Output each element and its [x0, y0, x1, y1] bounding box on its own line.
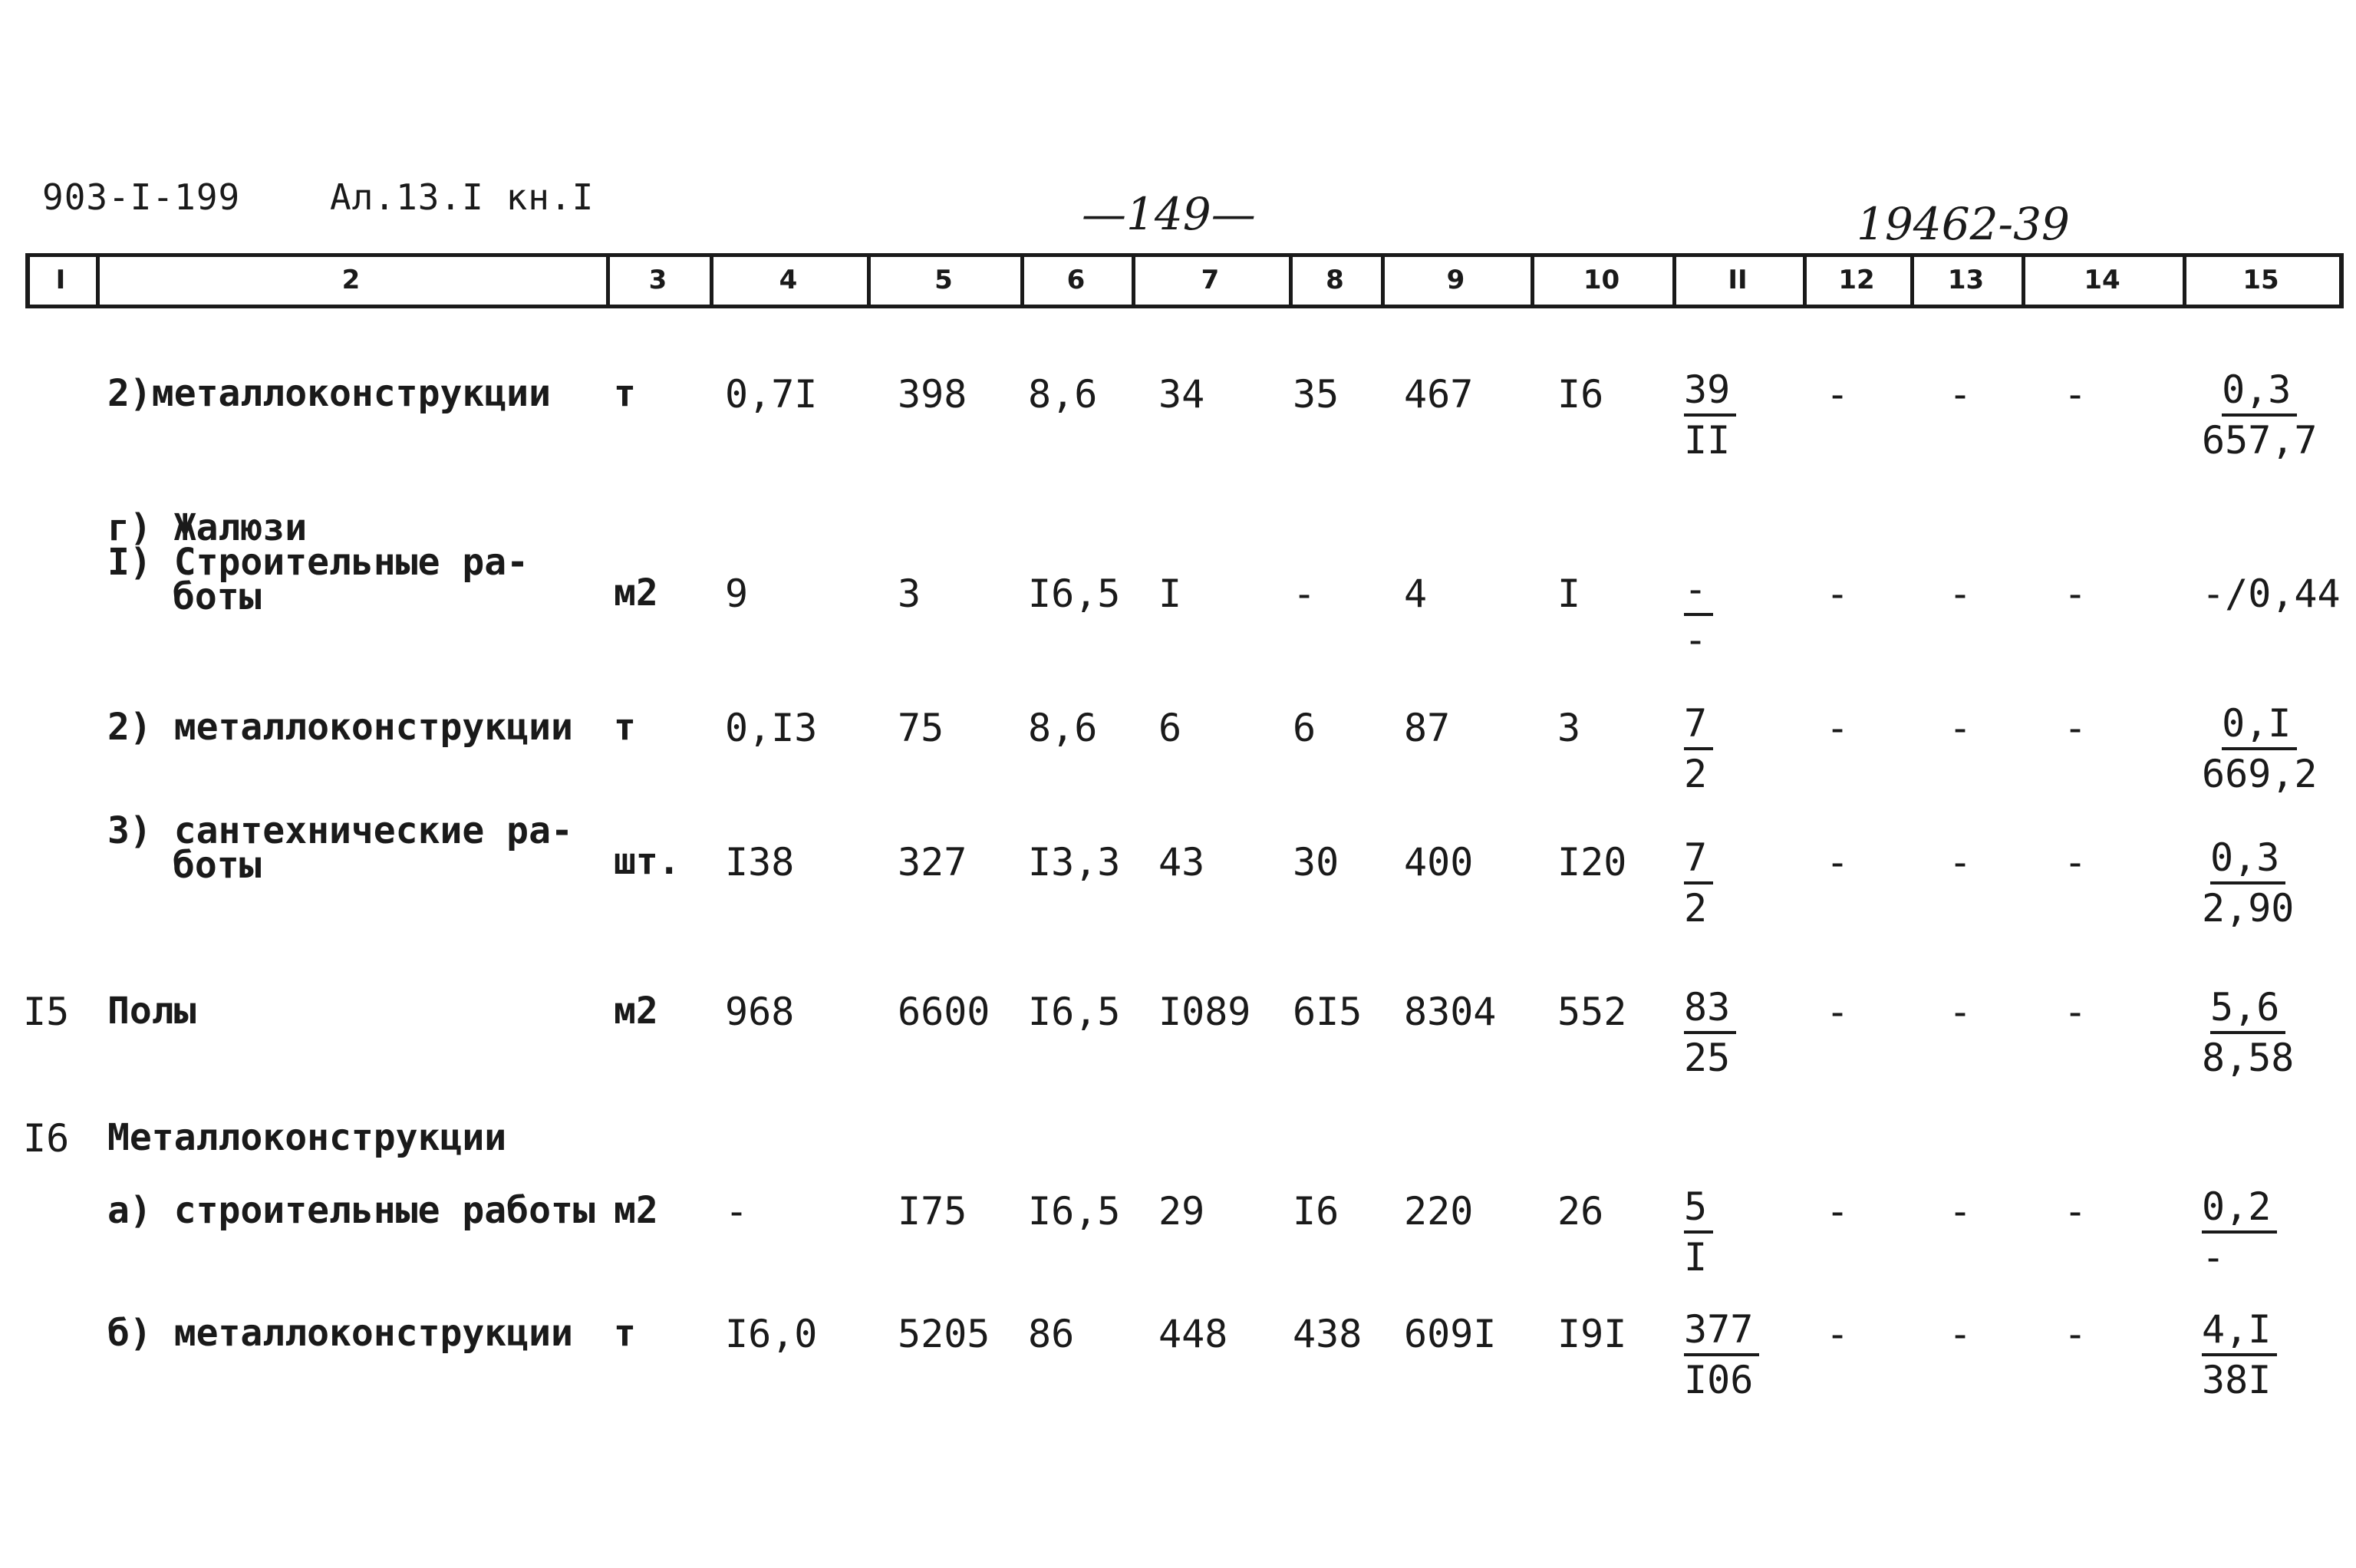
cell-col-6: 86	[1028, 1312, 1075, 1356]
cell-col-15	[2202, 700, 2318, 798]
cell-col-15-numerator: 0,2	[2202, 1183, 2277, 1234]
cell-col-12: -	[1826, 840, 1850, 884]
cell-col-15-denominator: 669,2	[2202, 752, 2318, 796]
column-number: 14	[2084, 265, 2120, 295]
cell-col-6: I6,5	[1028, 990, 1121, 1034]
column-number: I	[55, 265, 66, 295]
cell-col-10: I20	[1557, 840, 1627, 884]
cell-col-5: 75	[898, 706, 944, 750]
cell-col-5: 327	[898, 840, 967, 884]
column-divider	[1020, 253, 1024, 305]
cell-col-5: 3	[898, 572, 921, 616]
cell-col-12: -	[1826, 372, 1850, 417]
cell-col-6: 8,6	[1028, 706, 1098, 750]
cell-col-13: -	[1949, 572, 1972, 616]
column-divider	[867, 253, 871, 305]
cell-col-11-numerator: 83	[1684, 983, 1736, 1034]
row-name-cont: боты	[173, 575, 262, 618]
cell-col-10: 552	[1557, 990, 1627, 1034]
cell-col-10: I9I	[1557, 1312, 1627, 1356]
cell-col-14: -	[2064, 840, 2087, 884]
cell-col-9: 87	[1404, 706, 1451, 750]
cell-col-14: -	[2064, 990, 2087, 1034]
cell-col-11	[1684, 1306, 1759, 1404]
cell-col-7: 43	[1158, 840, 1205, 884]
cell-col-11-denominator: 25	[1684, 1036, 1731, 1080]
cell-col-4: 9	[725, 572, 749, 616]
column-number: II	[1728, 265, 1748, 295]
row-name: Металлоконструкции	[107, 1116, 507, 1159]
cell-col-10: 3	[1557, 706, 1581, 750]
row-number: I5	[23, 990, 70, 1034]
cell-col-11-numerator: 377	[1684, 1306, 1759, 1356]
column-number: 8	[1326, 265, 1344, 295]
row-name: Полы	[107, 990, 196, 1033]
row-name: 2) металлоконструкции	[107, 706, 573, 749]
cell-col-11	[1684, 366, 1736, 464]
cell-col-4: 968	[725, 990, 795, 1034]
column-number: 5	[934, 265, 953, 295]
cell-col-11-numerator: -	[1684, 565, 1713, 616]
cell-col-4: 0,7I	[725, 372, 818, 417]
column-number: 13	[1947, 265, 1985, 295]
cell-col-15-denominator: 2,90	[2202, 886, 2295, 931]
cell-col-7: 448	[1158, 1312, 1228, 1356]
cell-col-9: 609I	[1404, 1312, 1497, 1356]
row-unit: т	[614, 372, 636, 415]
cell-col-8: -	[1293, 572, 1316, 616]
cell-col-8: 438	[1293, 1312, 1363, 1356]
cell-col-7: I089	[1158, 990, 1251, 1034]
cell-col-12: -	[1826, 1189, 1850, 1234]
cell-col-11-denominator: -	[1684, 618, 1708, 662]
cell-col-6: I3,3	[1028, 840, 1121, 884]
row-unit: шт.	[614, 840, 680, 883]
cell-col-7: 29	[1158, 1189, 1205, 1234]
cell-col-15-denominator: 657,7	[2202, 418, 2318, 463]
cell-col-8: 6I5	[1293, 990, 1363, 1034]
cell-col-12: -	[1826, 572, 1850, 616]
cell-col-11	[1684, 565, 1713, 664]
column-number: 10	[1583, 265, 1620, 295]
column-divider	[1531, 253, 1534, 305]
cell-col-8: 35	[1293, 372, 1339, 417]
cell-col-6: I6,5	[1028, 1189, 1121, 1234]
cell-col-11	[1684, 834, 1713, 932]
cell-col-13: -	[1949, 706, 1972, 750]
cell-col-4: 0,I3	[725, 706, 818, 750]
cell-col-7: 6	[1158, 706, 1182, 750]
row-unit: м2	[614, 572, 658, 614]
cell-col-11-numerator: 39	[1684, 366, 1736, 417]
cell-col-13: -	[1949, 840, 1972, 884]
cell-col-11-denominator: II	[1684, 418, 1731, 463]
cell-col-4: I6,0	[725, 1312, 818, 1356]
page-number: —149—	[1082, 188, 1256, 240]
cell-col-11	[1684, 700, 1713, 798]
cell-col-15	[2202, 983, 2294, 1082]
column-divider	[1132, 253, 1135, 305]
cell-col-13: -	[1949, 990, 1972, 1034]
cell-col-11-numerator: 5	[1684, 1183, 1713, 1234]
row-name: б) металлоконструкции	[107, 1312, 573, 1355]
cell-col-11	[1684, 983, 1736, 1082]
cell-col-9: 220	[1404, 1189, 1474, 1234]
cell-col-14: -	[2064, 1312, 2087, 1356]
cell-col-8: 6	[1293, 706, 1316, 750]
cell-col-12: -	[1826, 990, 1850, 1034]
column-divider	[1803, 253, 1807, 305]
row-number: I6	[23, 1116, 70, 1161]
column-divider	[606, 253, 610, 305]
album-reference: Ал.13.I кн.I	[330, 176, 595, 218]
row-unit: м2	[614, 990, 658, 1033]
cell-col-9: 8304	[1404, 990, 1497, 1034]
cell-col-15-numerator: 0,3	[2222, 366, 2297, 417]
cell-col-11-denominator: 2	[1684, 886, 1708, 931]
cell-col-15	[2202, 1183, 2277, 1281]
cell-col-11-denominator: 2	[1684, 752, 1708, 796]
cell-col-7: 34	[1158, 372, 1205, 417]
column-number: 2	[341, 265, 361, 295]
cell-col-11-numerator: 7	[1684, 834, 1713, 884]
cell-col-15-numerator: 4,I	[2202, 1306, 2277, 1356]
cell-col-6: 8,6	[1028, 372, 1098, 417]
cell-col-14: -	[2064, 1189, 2087, 1234]
column-divider	[2183, 253, 2186, 305]
cell-col-12: -	[1826, 1312, 1850, 1356]
cell-col-15-denominator: 8,58	[2202, 1036, 2295, 1080]
cell-col-15-denominator: 38I	[2202, 1358, 2272, 1402]
column-number: 4	[779, 265, 798, 295]
column-divider	[1381, 253, 1385, 305]
cell-col-5: 398	[898, 372, 967, 417]
cell-col-5: 5205	[898, 1312, 990, 1356]
row-name: г) Жалюзи	[107, 506, 308, 549]
row-name: 2)металлоконструкции	[107, 372, 551, 415]
column-number: 9	[1446, 265, 1465, 295]
cell-col-5: 6600	[898, 990, 990, 1034]
column-number: 3	[648, 265, 667, 295]
column-number: 7	[1201, 265, 1220, 295]
cell-col-4: I38	[725, 840, 795, 884]
row-unit: т	[614, 1312, 636, 1355]
column-number: 12	[1838, 265, 1875, 295]
cell-col-9: 467	[1404, 372, 1474, 417]
cell-col-14: -	[2064, 572, 2087, 616]
column-number: 6	[1066, 265, 1086, 295]
column-divider	[1289, 253, 1293, 305]
cell-col-15-numerator: 0,I	[2222, 700, 2297, 750]
cell-col-15	[2202, 834, 2294, 932]
cell-col-8: 30	[1293, 840, 1339, 884]
cell-col-15-numerator: 5,6	[2210, 983, 2285, 1034]
cell-col-9: 4	[1404, 572, 1428, 616]
document-code: 903-I-199	[42, 176, 241, 218]
cell-col-10: 26	[1557, 1189, 1604, 1234]
row-unit: м2	[614, 1189, 658, 1232]
cell-col-15	[2202, 366, 2318, 464]
cell-col-11-denominator: I	[1684, 1235, 1708, 1280]
cell-col-8: I6	[1293, 1189, 1339, 1234]
row-name: I) Строительные ра-	[107, 541, 529, 584]
cell-col-13: -	[1949, 372, 1972, 417]
cell-col-13: -	[1949, 1189, 1972, 1234]
cell-col-11-denominator: I06	[1684, 1358, 1754, 1402]
column-divider	[96, 253, 100, 305]
cell-col-10: I	[1557, 572, 1581, 616]
row-unit: т	[614, 706, 636, 749]
column-divider	[1910, 253, 1914, 305]
cell-col-6: I6,5	[1028, 572, 1121, 616]
cell-col-7: I	[1158, 572, 1182, 616]
column-divider	[710, 253, 713, 305]
cell-col-15	[2202, 1306, 2277, 1404]
cell-col-10: I6	[1557, 372, 1604, 417]
column-divider	[2022, 253, 2025, 305]
column-divider	[1672, 253, 1676, 305]
column-number: 15	[2242, 265, 2279, 295]
cell-col-14: -	[2064, 372, 2087, 417]
cell-col-4: -	[725, 1189, 749, 1234]
row-name: а) строительные работы	[107, 1189, 595, 1232]
cell-col-15: -/0,44	[2202, 572, 2341, 616]
cell-col-15-numerator: 0,3	[2210, 834, 2285, 884]
cell-col-14: -	[2064, 706, 2087, 750]
row-name-cont: боты	[173, 844, 262, 887]
row-name: 3) сантехнические ра-	[107, 809, 573, 852]
cell-col-11-numerator: 7	[1684, 700, 1713, 750]
cell-col-13: -	[1949, 1312, 1972, 1356]
cell-col-15-denominator: -	[2202, 1235, 2226, 1280]
inventory-number: 19462-39	[1857, 198, 2070, 250]
cell-col-5: I75	[898, 1189, 967, 1234]
cell-col-11	[1684, 1183, 1713, 1281]
cell-col-12: -	[1826, 706, 1850, 750]
cell-col-9: 400	[1404, 840, 1474, 884]
